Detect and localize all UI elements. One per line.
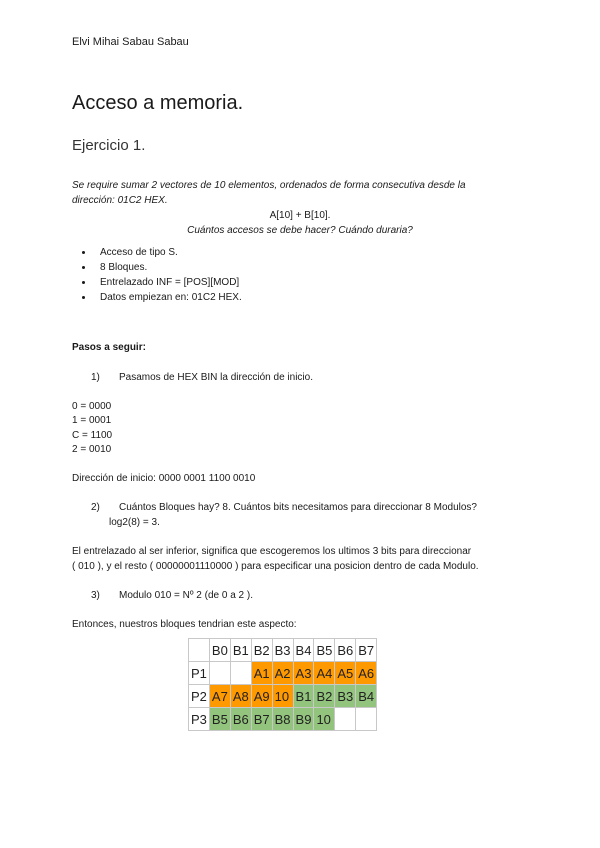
list-item: • 8 Bloques. [94, 260, 242, 275]
exercise-heading: Ejercicio 1. [72, 137, 146, 154]
step-number: 2) [91, 502, 100, 513]
block-cell: B6 [230, 708, 251, 731]
conversion-line: 1 = 0001 [72, 415, 112, 426]
block-cell: A5 [335, 662, 356, 685]
step-text: Pasamos de HEX BIN la dirección de inicio. [119, 372, 313, 383]
header-cell: B7 [356, 639, 377, 662]
block-cell: B1 [293, 685, 314, 708]
table-header-row [189, 639, 377, 662]
table-row [189, 662, 377, 685]
steps-heading: Pasos a seguir: [72, 342, 146, 353]
conversion-line: 0 = 0000 [72, 401, 112, 412]
list-item: • Datos empiezan en: 01C2 HEX. [94, 290, 242, 305]
header-cell: B3 [272, 639, 293, 662]
block-cell: A8 [230, 685, 251, 708]
block-cell: A6 [356, 662, 377, 685]
statement-question: Cuántos accesos se debe hacer? Cuándo duraria? [187, 225, 413, 236]
paragraph-line-1: El entrelazado al ser inferior, significa que escogeremos los ultimos 3 bits para direccionar [72, 546, 472, 557]
statement-equation: A[10] + B[10]. [269, 210, 331, 221]
step-2 [91, 502, 477, 513]
table-row [189, 708, 377, 731]
step-2-line-2: log2(8) = 3. [109, 517, 160, 528]
list-item: • Acceso de tipo S. [94, 245, 242, 260]
statement-line-1: Se require sumar 2 vectores de 10 elementos, ordenados de forma consecutiva desde la [72, 180, 466, 191]
block-cell: B8 [272, 708, 293, 731]
block-cell: B9 [293, 708, 314, 731]
block-cell: A1 [251, 662, 272, 685]
block-cell: A2 [272, 662, 293, 685]
step-number: 1) [91, 372, 100, 383]
block-cell [230, 662, 251, 685]
table-row [189, 685, 377, 708]
block-cell: A3 [293, 662, 314, 685]
step-text: Modulo 010 = Nº 2 (de 0 a 2 ). [119, 590, 254, 601]
header-cell: B6 [335, 639, 356, 662]
header-cell: B0 [209, 639, 230, 662]
row-label-cell: P1 [189, 662, 210, 685]
block-cell: B7 [251, 708, 272, 731]
paragraph-line-2: ( 010 ), y el resto ( 00000001110000 ) para especificar una posicion dentro de cada Modulo. [72, 561, 479, 572]
step-1 [91, 372, 313, 383]
author-name: Elvi Mihai Sabau Sabau [72, 36, 189, 48]
header-cell: B1 [230, 639, 251, 662]
block-cell [335, 708, 356, 731]
block-cell: B3 [335, 685, 356, 708]
header-cell: B4 [293, 639, 314, 662]
step-3 [91, 590, 253, 601]
statement-line-2: dirección: 01C2 HEX. [72, 195, 168, 206]
header-cell: B5 [314, 639, 335, 662]
header-cell [189, 639, 210, 662]
block-cell: B5 [209, 708, 230, 731]
block-cell: 10 [314, 708, 335, 731]
block-cell: A9 [251, 685, 272, 708]
step-number: 3) [91, 590, 100, 601]
table-intro: Entonces, nuestros bloques tendrian este aspecto: [72, 619, 297, 630]
block-cell: B4 [356, 685, 377, 708]
header-cell: B2 [251, 639, 272, 662]
block-cell: 10 [272, 685, 293, 708]
conversion-line: C = 1100 [72, 430, 113, 441]
memory-blocks-table [188, 638, 377, 731]
conversion-line: 2 = 0010 [72, 444, 112, 455]
document-title: Acceso a memoria. [72, 92, 244, 114]
block-cell: A7 [209, 685, 230, 708]
start-address: Dirección de inicio: 0000 0001 1100 0010 [72, 473, 256, 484]
row-label-cell: P3 [189, 708, 210, 731]
row-label-cell: P2 [189, 685, 210, 708]
block-cell [209, 662, 230, 685]
requirements-list [80, 245, 242, 305]
block-cell: B2 [314, 685, 335, 708]
block-cell: A4 [314, 662, 335, 685]
list-item: • Entrelazado INF = [POS][MOD] [94, 275, 242, 290]
step-text: Cuántos Bloques hay? 8. Cuántos bits necesitamos para direccionar 8 Modulos? [119, 502, 477, 513]
block-cell [356, 708, 377, 731]
